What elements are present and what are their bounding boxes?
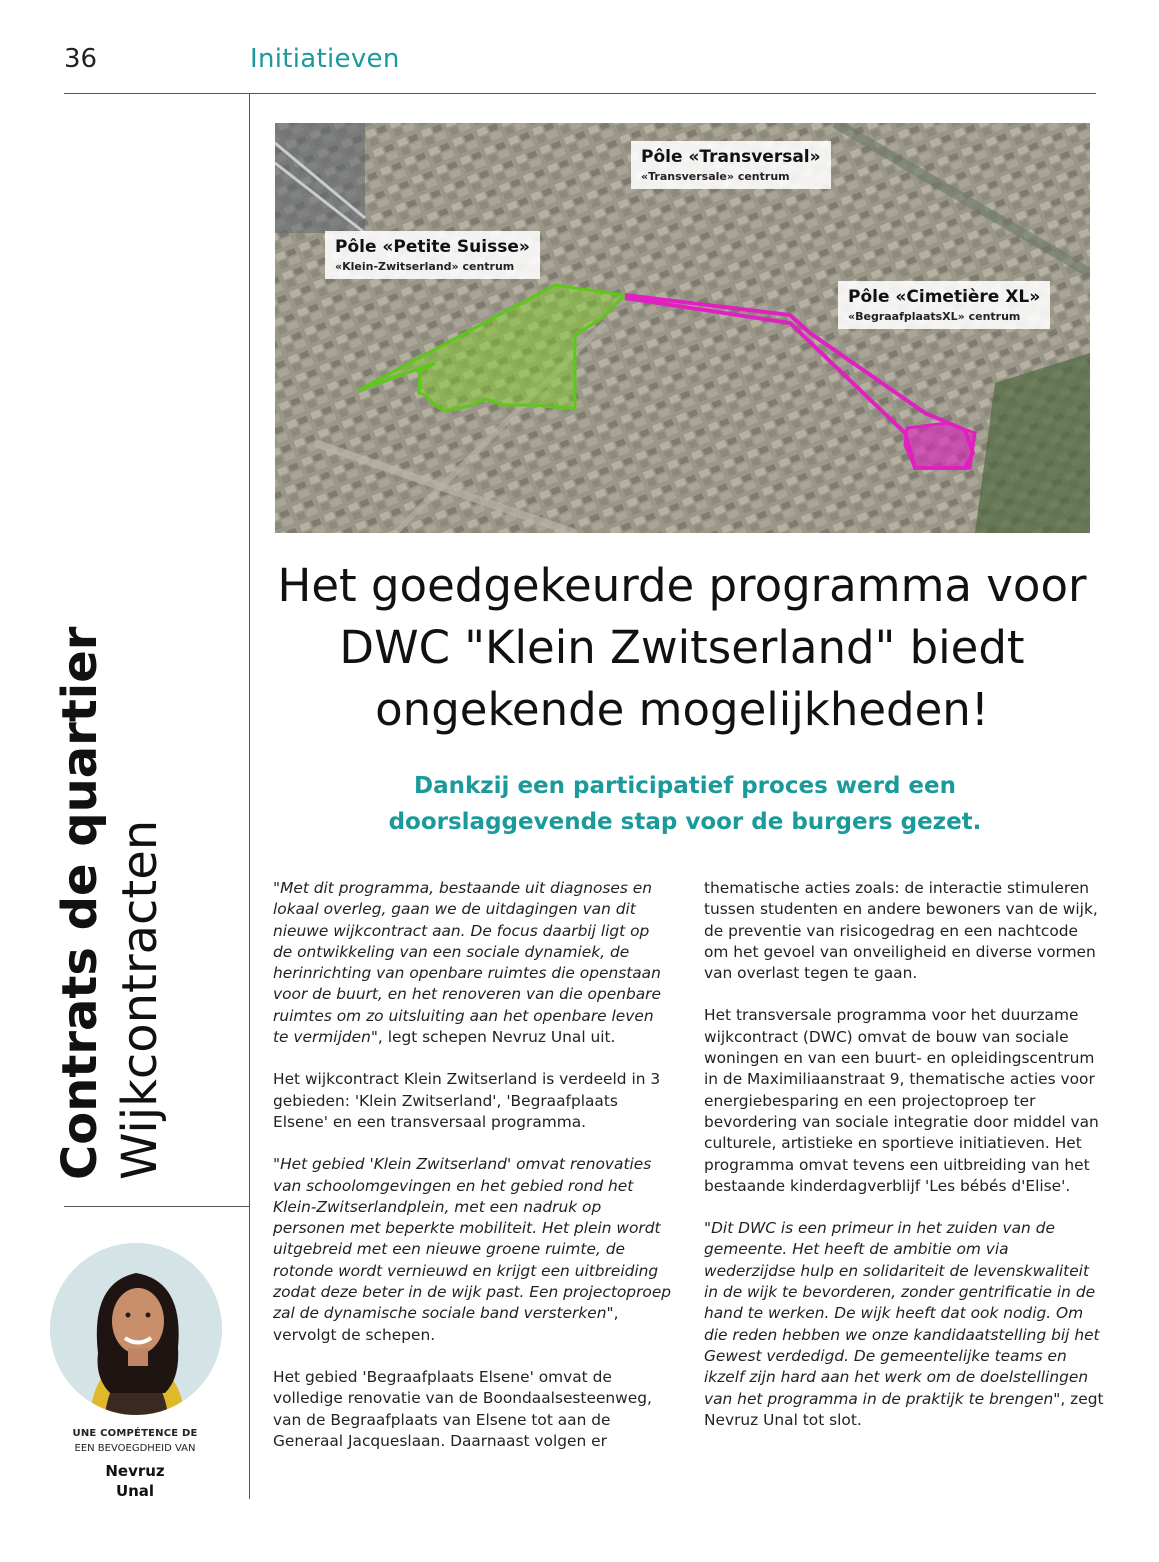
sidebar-divider bbox=[64, 1206, 249, 1207]
sidebar-title bbox=[50, 626, 230, 1180]
aerial-map bbox=[275, 123, 1090, 533]
avatar bbox=[50, 1243, 222, 1415]
section-title: Initiatieven bbox=[250, 44, 400, 74]
quote-text: "Het gebied 'Klein Zwitserland' omvat renovaties van schoolomgevingen en het gebied rond het Klein-Zwitserlandplein, met een nadruk op personen met beperkte mobiliteit. Het plein wordt uitgebreid met een nieuwe groene ruimte, de rotonde wordt vernieuwd en krijgt een uitbreiding zodat deze beter in de wijk past. Een projectoproep zal de dynamische sociale band versterken" bbox=[273, 1155, 672, 1323]
article-subheading: Dankzij een participatief proces werd een doorslaggevende stap voor de burgers gezet. bbox=[388, 773, 982, 835]
map-label-transversal bbox=[631, 141, 831, 189]
paragraph-tail: , zegt Nevruz Unal tot slot. bbox=[704, 1389, 1104, 1429]
quote-text: "Met dit programma, bestaande uit diagnoses en lokaal overleg, gaan we de uitdagingen van dit nieuwe wijkcontract aan. De focus daarbij ligt op de ontwikkeling van een sociale dynamiek, de herinrichting van openbare ruimtes die openstaan voor de buurt, en het renoveren van die openbare ruimtes om zo uitsluiting aan het openbare leven te vermijden" bbox=[273, 879, 661, 1047]
portrait-image bbox=[50, 1243, 222, 1415]
sidebar-title-fr: Contrats de quartier bbox=[52, 626, 108, 1180]
page-number: 36 bbox=[64, 44, 98, 74]
header-divider bbox=[64, 93, 1096, 94]
paragraph: Het gebied 'Begraafplaats Elsene' omvat de volledige renovatie van de Boondaalsesteenweg, van de Begraafplaats van Elsene tot aan de Generaal Jacqueslaan. Daarnaast volgen er bbox=[273, 1367, 652, 1450]
map-label-transversal-sub: «Transversale» centrum bbox=[641, 170, 790, 183]
paragraph bbox=[273, 878, 673, 1048]
column-divider bbox=[249, 93, 250, 1499]
article-column-right bbox=[704, 878, 1104, 1452]
credit-name-first: Nevruz bbox=[105, 1462, 165, 1480]
map-label-petite-suisse-title: Pôle «Petite Suisse» bbox=[335, 237, 530, 257]
article-column-left bbox=[273, 878, 673, 1473]
paragraph: Het wijkcontract Klein Zwitserland is verdeeld in 3 gebieden: 'Klein Zwitserland', 'Begraafplaats Elsene' en een transversaal programma. bbox=[273, 1070, 661, 1131]
credit-name-last: Unal bbox=[115, 1482, 155, 1500]
paragraph bbox=[704, 1218, 1104, 1431]
article-headline: Het goedgekeurde programma voor DWC "Klein Zwitserland" biedt ongekende mogelijkheden! bbox=[277, 559, 1087, 736]
paragraph: Het transversale programma voor het duurzame wijkcontract (DWC) omvat de bouw van sociale woningen en van een buurt- en opleidingscentrum in de Maximiliaanstraat 9, thematische acties voor energiebesparing en een projectoproep ter bevordering van sociale integratie door middel van culturele, artistieke en sportieve initiatieven. Het programma omvat tevens een uitbreiding van het bestaande kinderdagverblijf 'Les bébés d'Elise'. bbox=[704, 1006, 1099, 1195]
credit-label-nl: EEN BEVOEGDHEID VAN bbox=[74, 1443, 196, 1454]
credit-name bbox=[60, 1461, 210, 1501]
paragraph-tail: , vervolgt de schepen. bbox=[273, 1304, 619, 1344]
map-label-cimetiere-sub: «BegraafplaatsXL» centrum bbox=[848, 310, 1021, 323]
paragraph: thematische acties zoals: de interactie stimuleren tussen studenten en andere bewoners van de wijk, de preventie van risicogedrag en een nachtcode om het gevoel van onveiligheid en diverse vormen van overlast tegen te gaan. bbox=[704, 879, 1098, 983]
sidebar-title-nl: Wijkcontracten bbox=[112, 819, 168, 1180]
map-label-petite-suisse-sub: «Klein-Zwitserland» centrum bbox=[335, 260, 515, 273]
paragraph-tail: , legt schepen Nevruz Unal uit. bbox=[377, 1028, 616, 1047]
quote-text: "Dit DWC is een primeur in het zuiden van de gemeente. Het heeft de ambitie om via wederzijdse hulp en solidariteit de levenskwaliteit in de wijk te bevorderen, zonder gentrificatie in de hand te werken. De wijk heeft dat ook nodig. Om die reden hebben we onze kandidaatstelling bij het Gewest verdedigd. De gemeentelijke teams en ikzelf zijn hard aan het werk om de doelstellingen van het programma in de praktijk te brengen" bbox=[704, 1219, 1100, 1408]
map-label-cimetiere bbox=[838, 281, 1050, 329]
map-label-cimetiere-title: Pôle «Cimetière XL» bbox=[848, 287, 1041, 307]
map-label-petite-suisse bbox=[325, 231, 540, 279]
paragraph bbox=[273, 1154, 673, 1346]
map-label-transversal-title: Pôle «Transversal» bbox=[641, 147, 821, 167]
credit-label-fr: UNE COMPÉTENCE DE bbox=[72, 1428, 198, 1439]
